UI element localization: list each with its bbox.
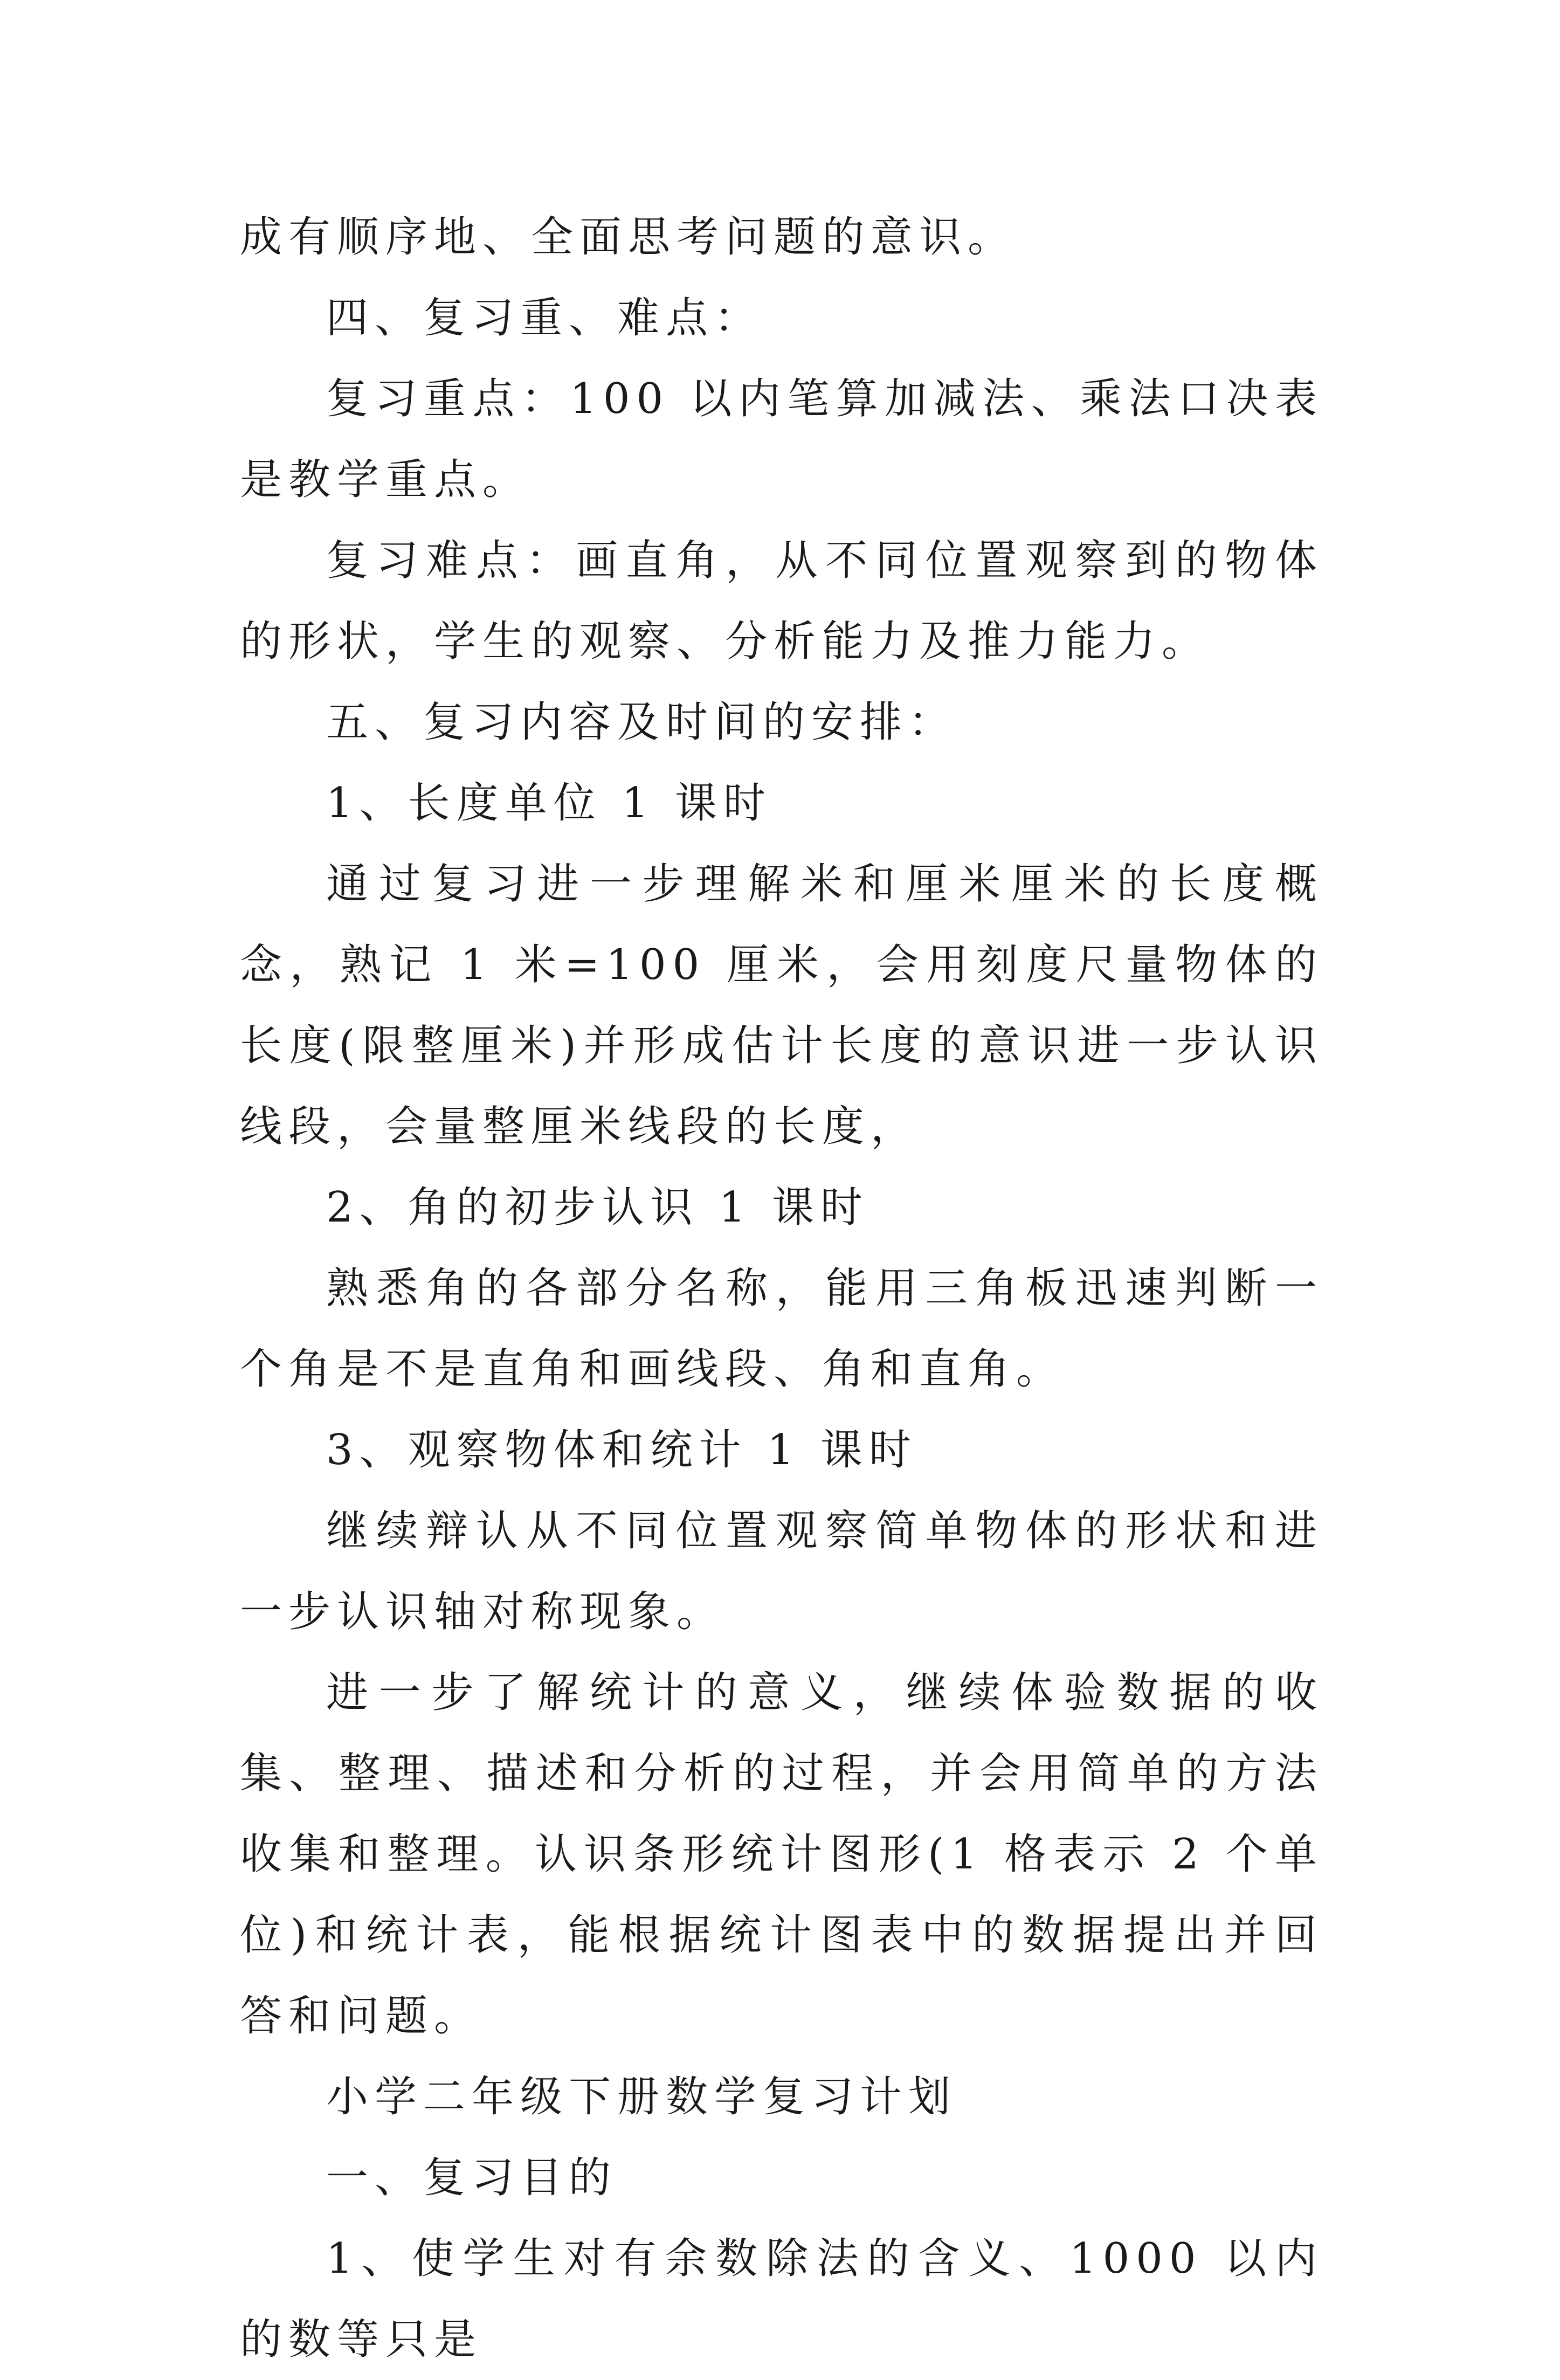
item-angles: 2、角的初步认识 1 课时 bbox=[326, 1183, 869, 1232]
paragraph-statistics: 进一步了解统计的意义，继续体验数据的收集、整理、描述和分析的过程，并会用简单的方法收集和整理。认识条形统计图形(1 格表示 2 个单位)和统计表，能根据统计图表中的数据提出并回答和问题。 bbox=[240, 1668, 1323, 2040]
heading-review-content-schedule: 五、复习内容及时间的安排： bbox=[326, 698, 957, 747]
paragraph-angles: 熟悉角的各部分名称，能用三角板迅速判断一个角是不是直角和画线段、角和直角。 bbox=[240, 1264, 1323, 1393]
item-purpose-1: 1、使学生对有余数除法的含义、1000 以内的数等只是 bbox=[240, 2234, 1323, 2364]
document-body bbox=[240, 197, 1323, 2380]
heading-review-key-points: 四、复习重、难点： bbox=[326, 294, 763, 342]
paragraph-continuation: 成有顺序地、全面思考问题的意识。 bbox=[240, 213, 1017, 261]
item-observation-statistics: 3、观察物体和统计 1 课时 bbox=[326, 1426, 917, 1474]
item-length-units: 1、长度单位 1 课时 bbox=[326, 779, 772, 827]
paragraph-length-units: 通过复习进一步理解米和厘米厘米的长度概念，熟记 1 米=100 厘米，会用刻度尺量物体的长度(限整厘米)并形成估计长度的意识进一步认识线段，会量整厘米线段的长度， bbox=[240, 860, 1323, 1151]
paragraph-key-point: 复习重点：100 以内笔算加减法、乘法口决表是教学重点。 bbox=[240, 375, 1323, 504]
section-title-review-plan: 小学二年级下册数学复习计划 bbox=[326, 2073, 957, 2121]
paragraph-difficult-point: 复习难点：画直角，从不同位置观察到的物体的形状，学生的观察、分析能力及推力能力。 bbox=[240, 536, 1323, 666]
heading-review-purpose: 一、复习目的 bbox=[326, 2154, 618, 2202]
paragraph-observation: 继续辩认从不同位置观察简单物体的形状和进一步认识轴对称现象。 bbox=[240, 1507, 1323, 1636]
